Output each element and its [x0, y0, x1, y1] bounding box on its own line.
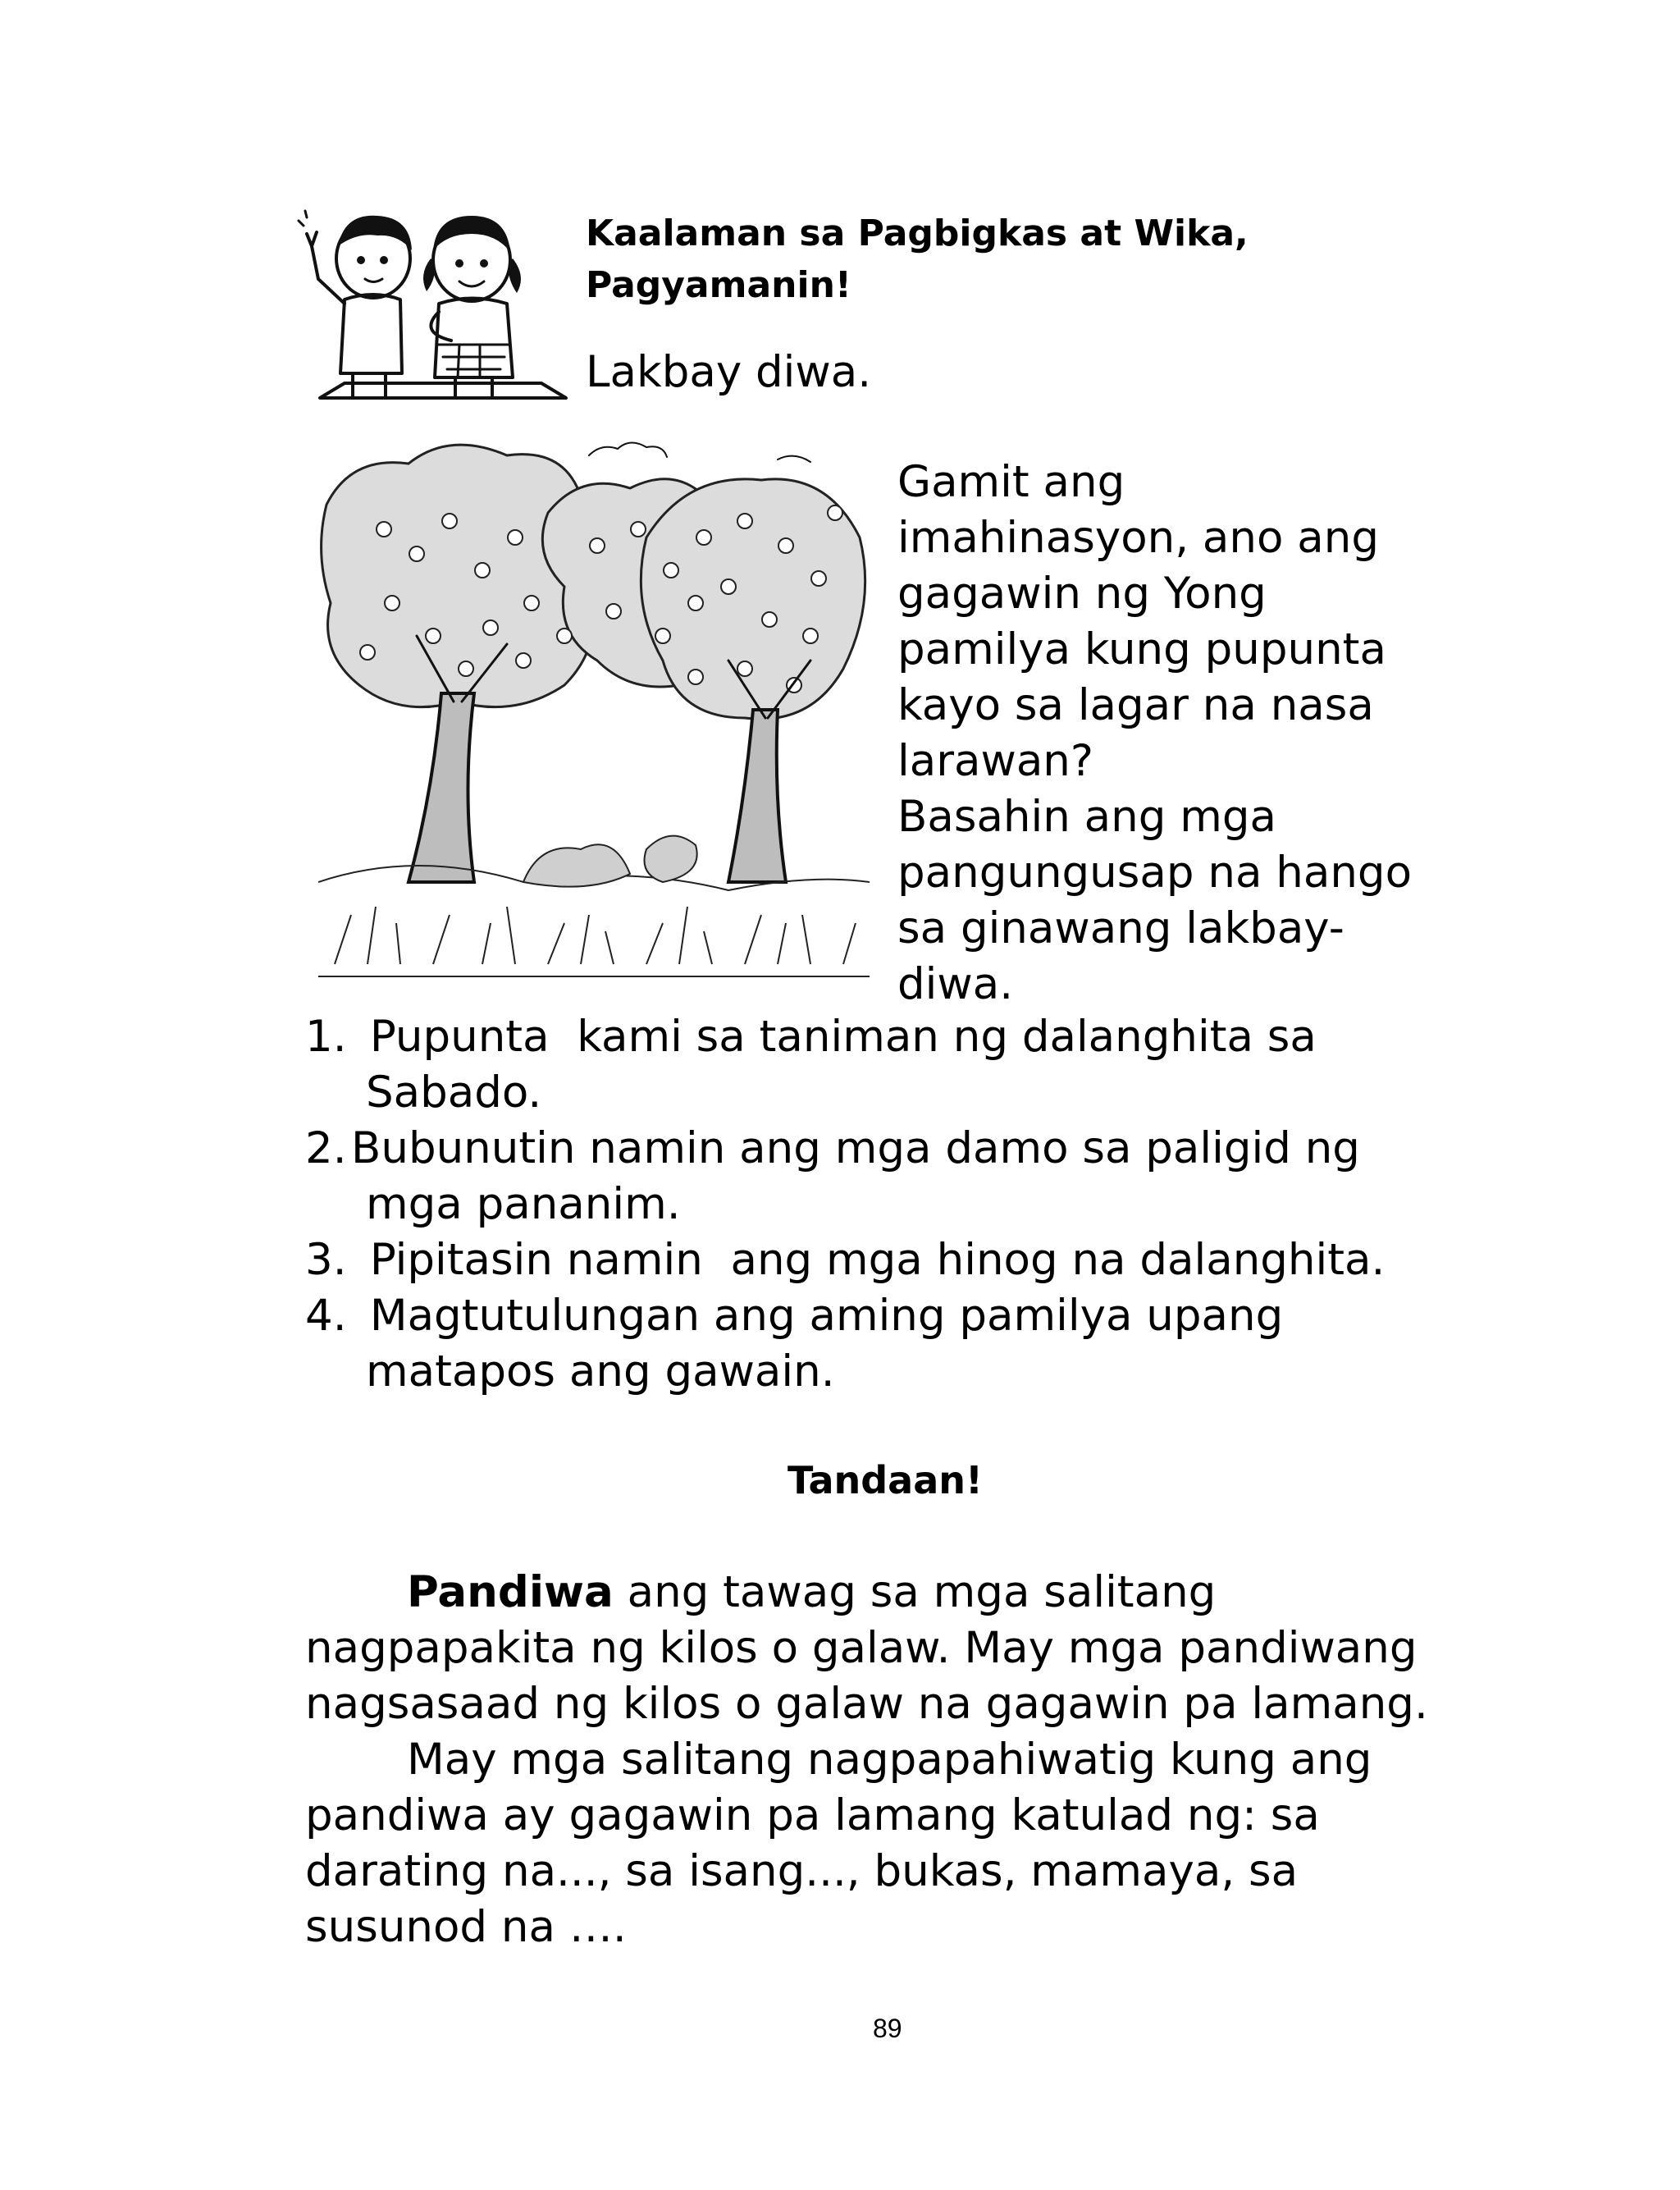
list-item-text: Magtutulungan ang aming pamilya upang	[356, 1291, 1284, 1341]
remember-paragraph-1	[305, 1565, 1536, 1732]
paragraph-text: May mga salitang nagpapahiwatig kung ang	[407, 1735, 1372, 1785]
prompt-line: pangungusap na hango	[897, 848, 1412, 898]
list-item-number: 1.	[305, 1012, 347, 1062]
orchard-sketch-image	[318, 423, 870, 981]
remember-heading: Tandaan!	[788, 1458, 983, 1502]
list-item-text: Sabado.	[366, 1068, 542, 1118]
paragraph-text: pandiwa ay gagawin pa lamang katulad ng: sa	[305, 1790, 1320, 1840]
section-title	[586, 208, 1406, 311]
prompt-line: pamilya kung pupunta	[897, 624, 1386, 674]
list-item-number: 2.	[305, 1123, 347, 1173]
paragraph-text: darating na..., sa isang..., bukas, mamaya, sa	[305, 1846, 1299, 1896]
section-title-line1: Kaalaman sa Pagbigkas at Wika,	[586, 213, 1249, 254]
list-item	[305, 1121, 1536, 1232]
pandiwa-keyword: Pandiwa	[407, 1567, 614, 1617]
list-item	[305, 1288, 1536, 1400]
list-item	[305, 1232, 1536, 1288]
prompt-line: sa ginawang lakbay-	[897, 903, 1344, 953]
paragraph-text: ang tawag sa mga salitang	[613, 1567, 1217, 1617]
prompt-line: larawan?	[897, 736, 1094, 786]
section-subtitle: Lakbay diwa.	[586, 347, 872, 397]
paragraph-text: nagpapakita ng kilos o galaw. May mga pandiwang	[305, 1623, 1418, 1673]
prompt-text	[897, 455, 1472, 1013]
children-illustration	[295, 201, 574, 414]
prompt-line: Gamit ang	[897, 457, 1125, 507]
list-item-text: mga pananim.	[366, 1179, 681, 1229]
list-item-text: Bubunutin namin ang mga damo sa paligid ng	[351, 1123, 1360, 1173]
sentence-list	[305, 1009, 1536, 1400]
section-title-line2: Pagyamanin!	[586, 264, 851, 306]
prompt-line: Basahin ang mga	[897, 792, 1276, 842]
prompt-line: diwa.	[897, 959, 1014, 1009]
prompt-line: imahinasyon, ano ang	[897, 513, 1379, 563]
list-item-text: Pupunta kami sa taniman ng dalanghita sa	[356, 1012, 1317, 1062]
list-item-number: 3.	[305, 1235, 347, 1285]
prompt-line: kayo sa lagar na nasa	[897, 680, 1374, 730]
paragraph-text: nagsasaad ng kilos o galaw na gagawin pa lamang.	[305, 1679, 1428, 1729]
paragraph-text: susunod na ….	[305, 1902, 627, 1952]
list-item-text: Pipitasin namin ang mga hinog na dalanghita.	[356, 1235, 1386, 1285]
list-item-text: matapos ang gawain.	[366, 1346, 835, 1397]
page-number: 89	[873, 2014, 902, 2043]
list-item	[305, 1009, 1536, 1121]
prompt-line: gagawin ng Yong	[897, 569, 1267, 619]
list-item-number: 4.	[305, 1291, 347, 1341]
remember-paragraph-2	[305, 1732, 1536, 1955]
paragraph-first-line	[305, 1565, 1536, 1621]
